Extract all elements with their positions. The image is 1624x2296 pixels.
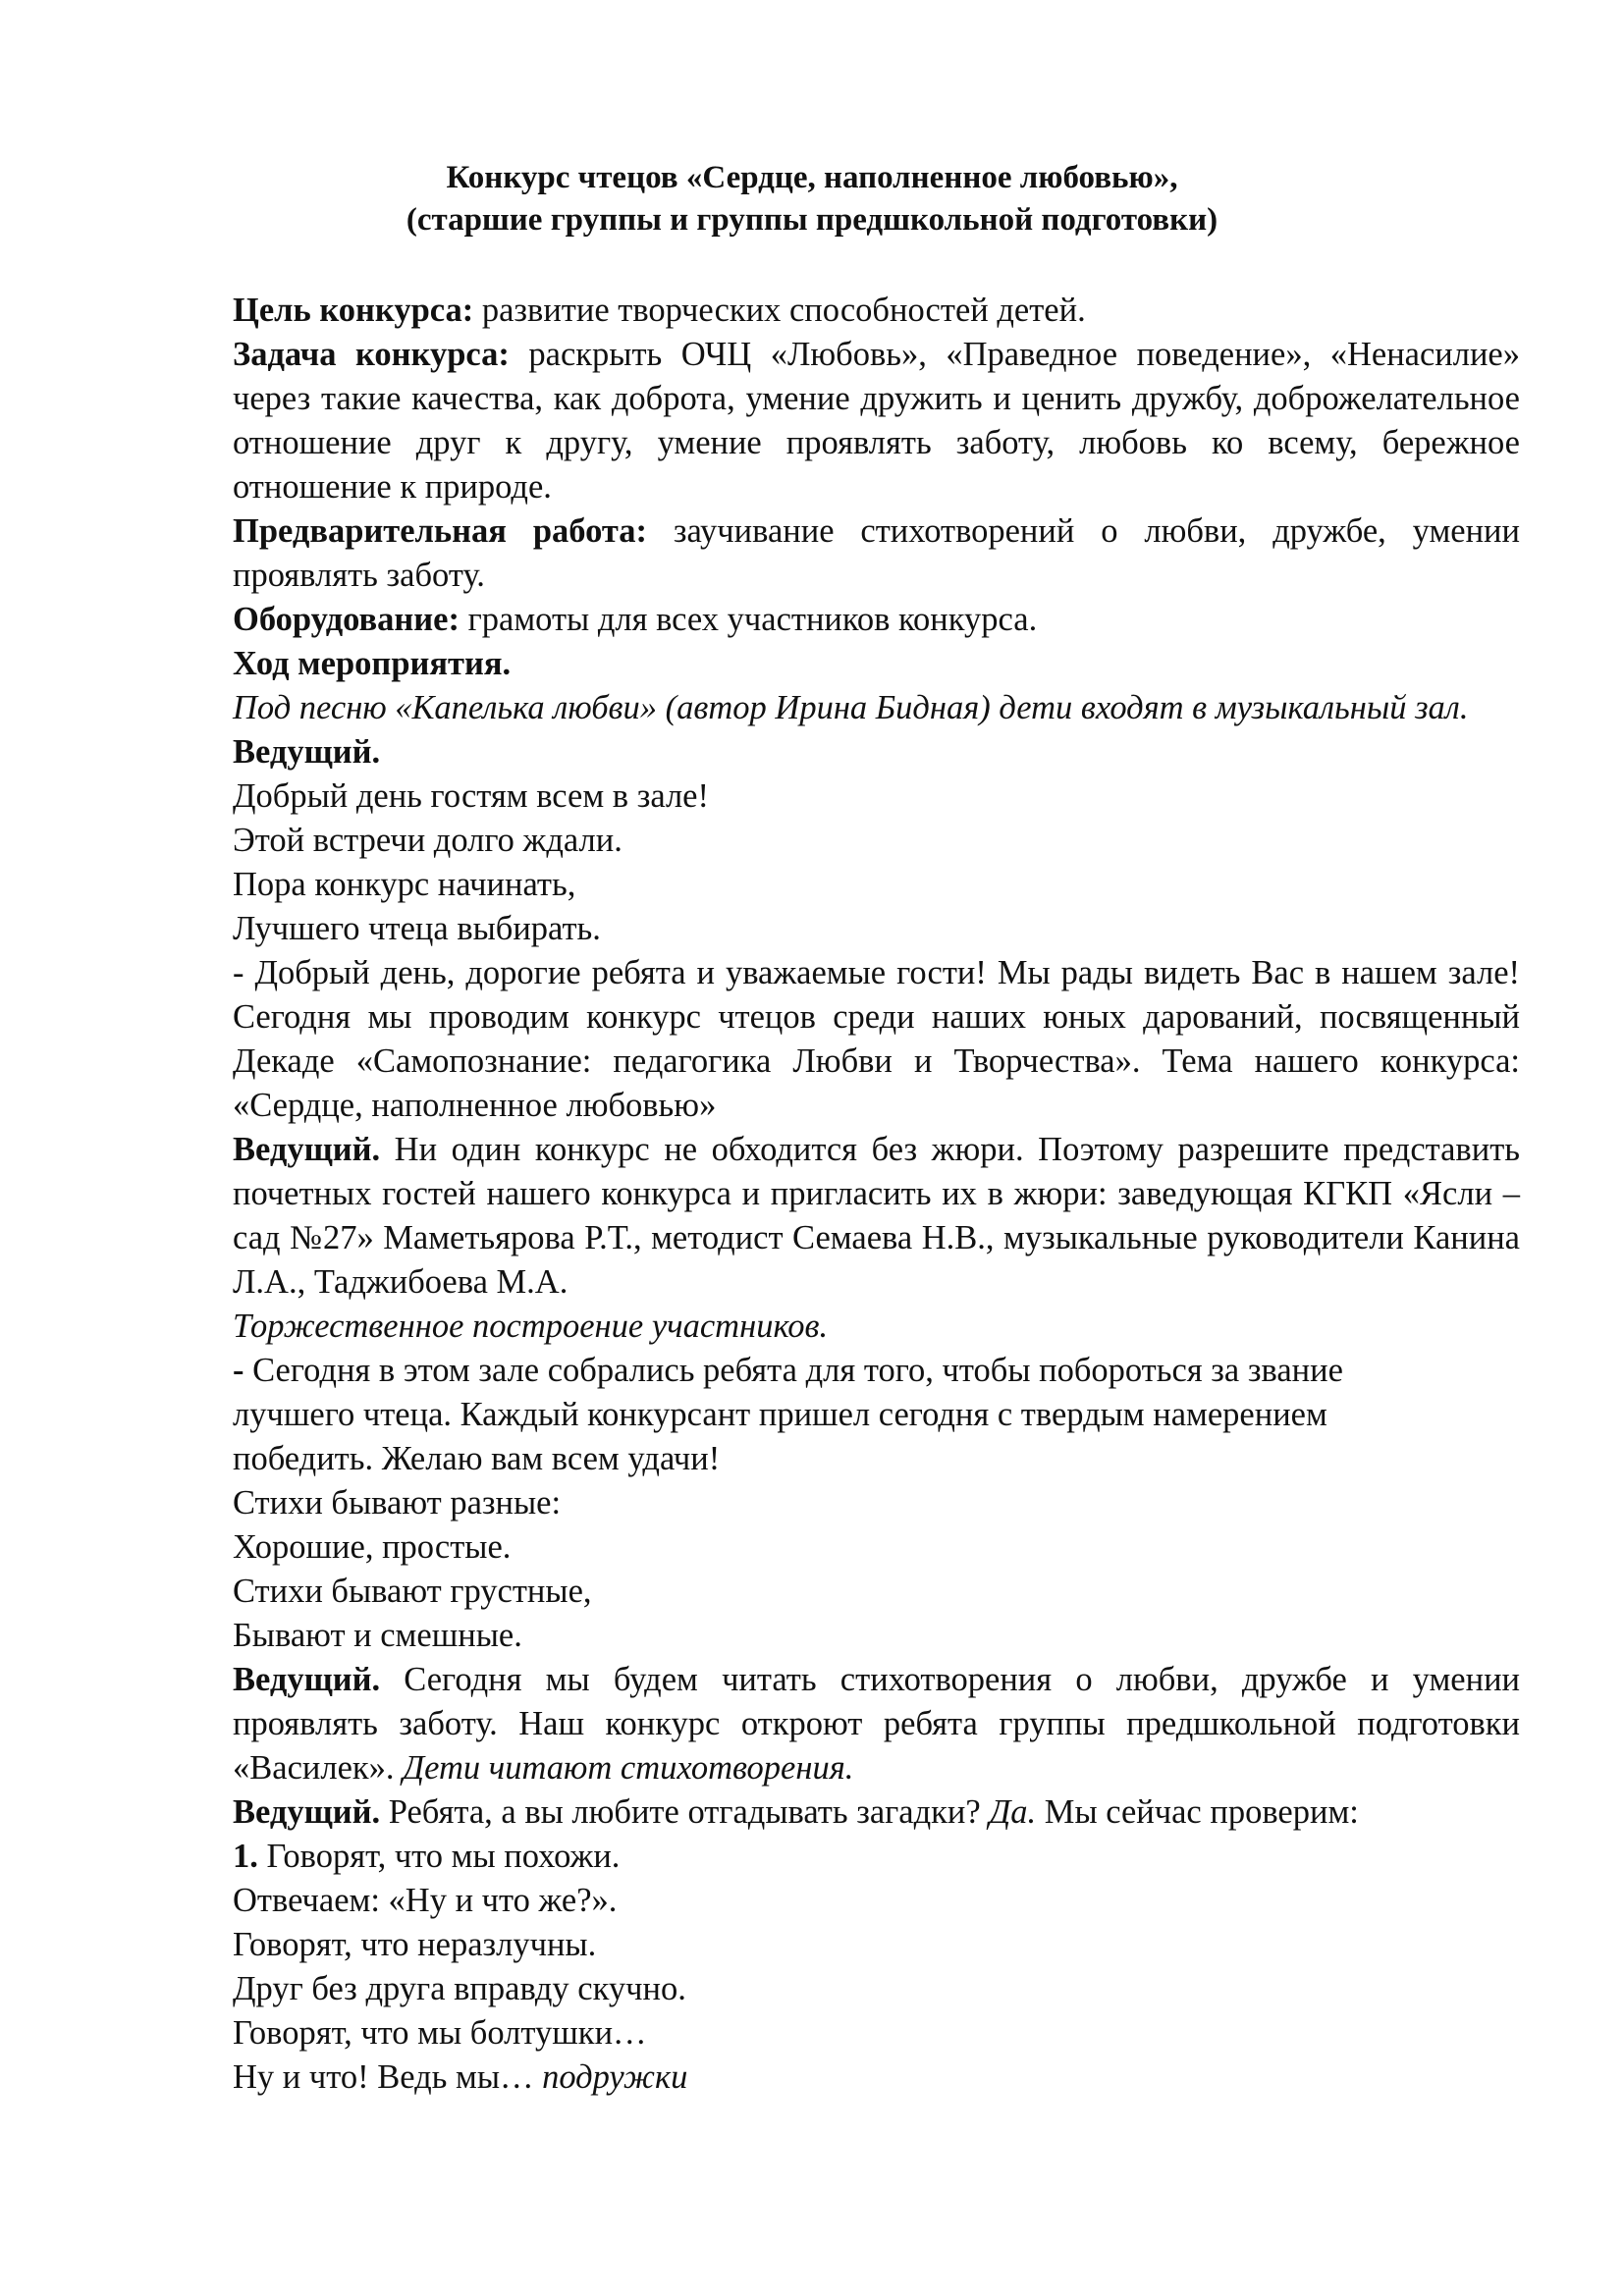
riddle-number: 1.: [233, 1838, 258, 1875]
equipment-paragraph: [233, 598, 1520, 642]
poems-poem-line: Стихи бывают разные:: [233, 1484, 562, 1522]
riddles-host-label: Ведущий.: [233, 1793, 381, 1831]
prep-paragraph: [233, 509, 1520, 598]
greeting-poem-line: Пора конкурс начинать,: [233, 866, 576, 903]
title-line-2: (старшие группы и группы предшкольной подготовки): [406, 202, 1218, 238]
contest-intro-dash: -: [233, 1352, 244, 1389]
riddles-text-2: Мы сейчас проверим:: [1036, 1793, 1359, 1831]
greeting-poem-line: Этой встречи долго ждали.: [233, 822, 623, 859]
riddle-line: Друг без друга вправду скучно.: [233, 1970, 686, 2007]
poems-poem-line: Бывают и смешные.: [233, 1617, 522, 1654]
goal-label: Цель конкурса:: [233, 292, 474, 329]
contest-intro-line: победить. Желаю вам всем удачи!: [233, 1440, 721, 1477]
riddles-text-1: Ребята, а вы любите отгадывать загадки?: [380, 1793, 990, 1831]
contest-intro-line: [233, 1349, 1520, 1393]
riddle-first-line: Говорят, что мы похожи.: [257, 1838, 621, 1875]
task-paragraph: [233, 333, 1520, 509]
document-title: [0, 157, 1624, 241]
reading-text: Сегодня мы будем читать стихотворения о любви, дружбе и умении проявлять заботу. Наш конкурс откроют ребята группы предшкольной подготовки «Василек».: [233, 1661, 1520, 1787]
riddle-line: Отвечаем: «Ну и что же?».: [233, 1882, 618, 1919]
entry-stage-direction: Под песню «Капелька любви» (автор Ирина Бидная) дети входят в музыкальный зал.: [233, 689, 1469, 726]
equipment-label: Оборудование:: [233, 601, 460, 638]
task-text: раскрыть ОЧЦ «Любовь», «Праведное поведение», «Ненасилие» через такие качества, как доброта, умение дружить и ценить дружбу, доброжелательное отношение друг к другу, умение проявлять заботу, любовь ко всему, бережное отношение к природе.: [233, 336, 1520, 506]
riddle-line: [233, 2056, 1520, 2100]
welcome-speech: - Добрый день, дорогие ребята и уважаемые гости! Мы рады видеть Вас в нашем зале! Сегодня мы проводим конкурс чтецов среди наших юных дарований, посвященный Декаде «Самопознание: педагогика Любви и Творчества». Тема нашего конкурса: «Сердце, наполненное любовью»: [233, 954, 1520, 1124]
title-line-1: Конкурс чтецов «Сердце, наполненное любовью»,: [446, 160, 1178, 195]
course-heading: Ход мероприятия.: [233, 645, 512, 682]
ceremony-stage-direction: Торжественное построение участников.: [233, 1308, 829, 1345]
jury-host-label: Ведущий.: [233, 1131, 381, 1168]
goal-text: развитие творческих способностей детей.: [473, 292, 1086, 329]
reading-host-label: Ведущий.: [233, 1661, 381, 1698]
reading-paragraph: [233, 1658, 1520, 1790]
riddle-line: Говорят, что неразлучны.: [233, 1926, 597, 1963]
task-label: Задача конкурса:: [233, 336, 510, 373]
equipment-text: грамоты для всех участников конкурса.: [459, 601, 1038, 638]
riddles-answer: Да.: [989, 1793, 1037, 1831]
jury-text: Ни один конкурс не обходится без жюри. Поэтому разрешите представить почетных гостей нашего конкурса и пригласить их в жюри: заведующая КГКП «Ясли – сад №27» Маметьярова Р.Т., методист Семаева Н.В., музыкальные руководители Канина Л.А., Таджибоева М.А.: [233, 1131, 1520, 1301]
riddle-answer: подружки: [542, 2058, 688, 2096]
riddles-paragraph: [233, 1790, 1520, 1835]
jury-paragraph: [233, 1128, 1520, 1305]
riddle-line: Говорят, что мы болтушки…: [233, 2014, 647, 2052]
greeting-poem-line: Добрый день гостям всем в зале!: [233, 777, 709, 815]
goal-paragraph: [233, 289, 1520, 333]
host-label: Ведущий.: [233, 733, 381, 771]
poems-poem-line: Стихи бывают грустные,: [233, 1573, 592, 1610]
riddle-line: [233, 1835, 1520, 1879]
contest-intro-line: лучшего чтеца. Каждый конкурсант пришел сегодня с твердым намерением: [233, 1396, 1327, 1433]
greeting-poem-line: Лучшего чтеца выбирать.: [233, 910, 601, 947]
reading-stage-direction: Дети читают стихотворения.: [403, 1749, 854, 1787]
contest-intro-text: Сегодня в этом зале собрались ребята для того, чтобы побороться за звание: [244, 1352, 1343, 1389]
document-body: [233, 289, 1520, 2100]
prep-text: заучивание стихотворений о любви, дружбе, умении проявлять заботу.: [233, 512, 1520, 594]
prep-label: Предварительная работа:: [233, 512, 647, 550]
riddle-last-line: Ну и что! Ведь мы…: [233, 2058, 543, 2096]
poems-poem-line: Хорошие, простые.: [233, 1528, 512, 1566]
